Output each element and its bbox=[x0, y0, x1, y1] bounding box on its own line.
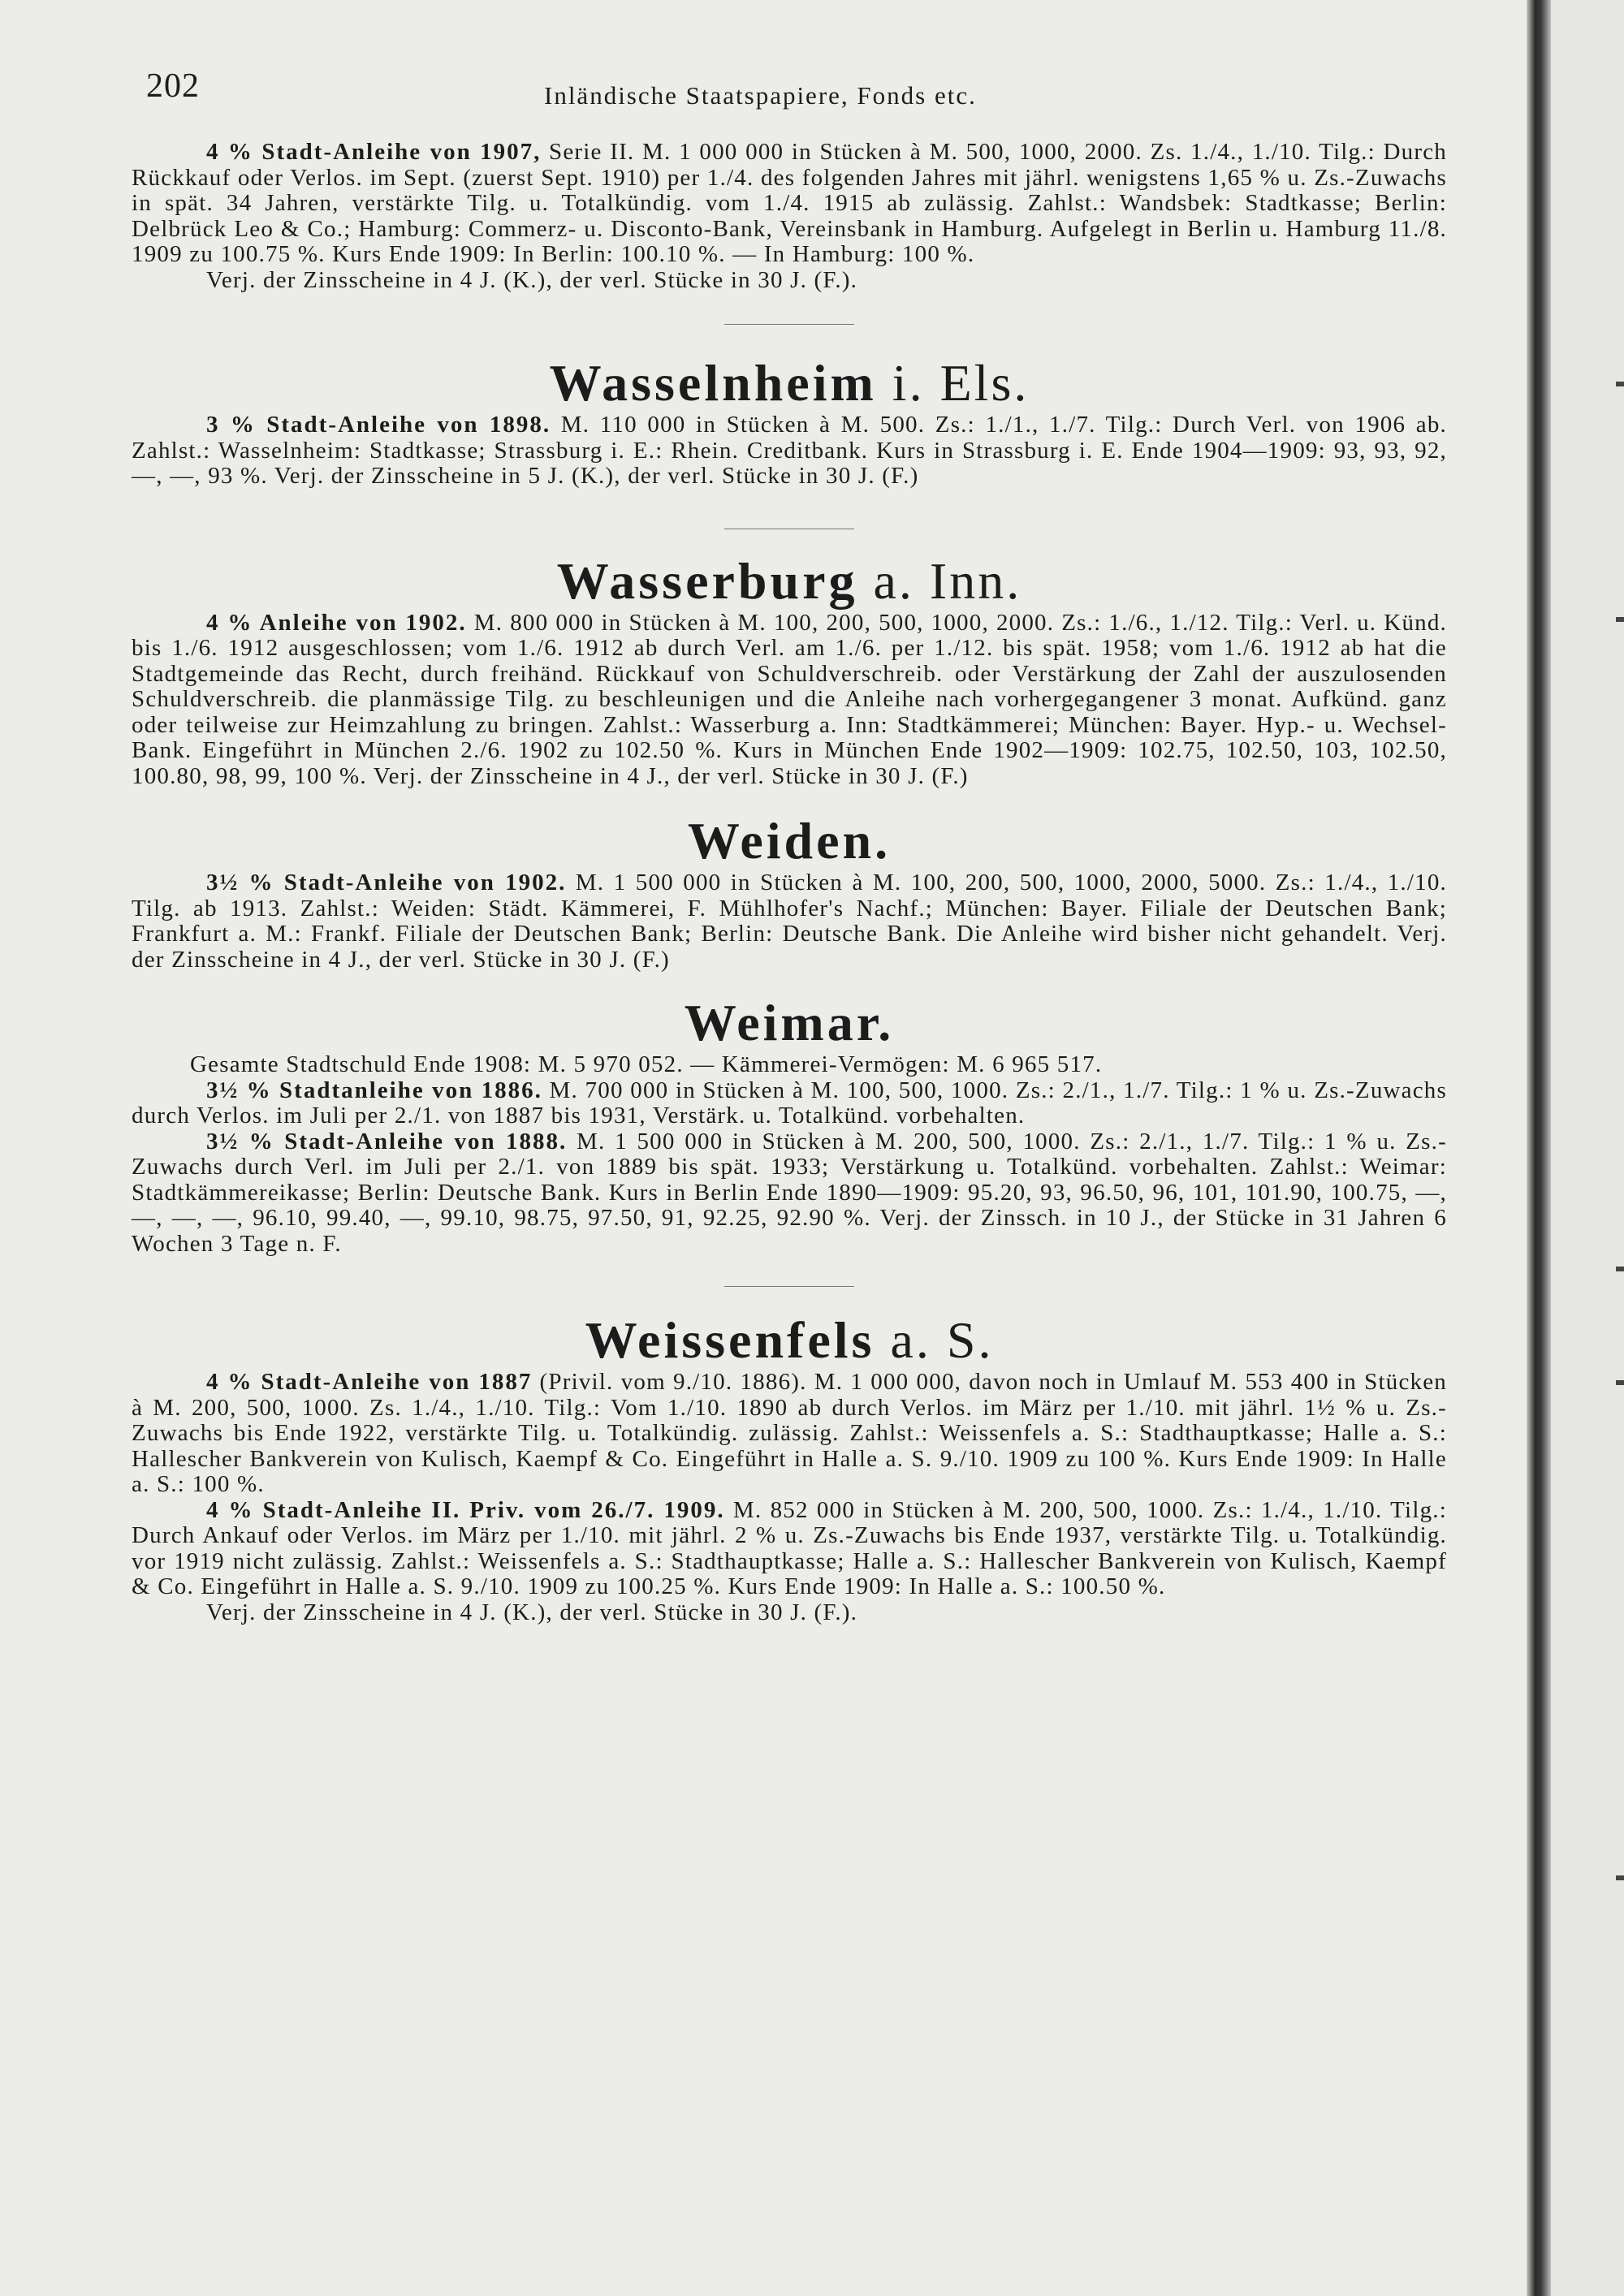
loan-paragraph bbox=[132, 412, 1447, 490]
entry-weiden bbox=[132, 812, 1447, 973]
section-title bbox=[132, 1311, 1447, 1370]
loan-lead: 3 % Stadt-Anleihe von 1898. bbox=[206, 412, 551, 438]
section-title bbox=[132, 994, 1447, 1052]
adjacent-page-mark bbox=[1616, 617, 1624, 622]
adjacent-page-mark bbox=[1616, 382, 1624, 386]
entry-prev-continuation bbox=[132, 140, 1447, 325]
place-name: Wasselnheim bbox=[549, 354, 877, 412]
verjaehrung-note: Verj. der Zinsscheine in 4 J. (K.), der verl. Stücke in 30 J. (F.). bbox=[206, 266, 858, 293]
loan-text: Serie II. M. 1 000 000 in Stücken à M. 500, 1000, 2000. Zs. 1./4., 1./10. Tilg.: Durch Rückkauf oder Verlos. im Sept. (zuerst Sept. 1910) per 1./4. des folgenden Jahres mit jährl. wenigstens 1,65 % u. Zs.-Zuwachs in spät. 34 Jahren, verstärkte Tilg. u. Totalkündig. vom 1./4. 1915 ab zulässig. Zahlst.: Wandsbek: Stadtkasse; Berlin: Delbrück Leo & Co.; Hamburg: Commerz- u. Disconto-Bank, Vereinsbank in Hamburg. Aufgelegt in Berlin u. Hamburg 11./8. 1909 zu 100.75 %. Kurs Ende 1909: In Berlin: 100.10 %. — In Hamburg: 100 %. bbox=[132, 139, 1447, 267]
running-title: Inländische Staatspapiere, Fonds etc. bbox=[544, 81, 977, 110]
loan-lead: 4 % Stadt-Anleihe II. Priv. vom 26./7. 1909. bbox=[206, 1496, 725, 1523]
loan-lead: 4 % Anleihe von 1902. bbox=[206, 609, 467, 636]
loan-lead: 3½ % Stadt-Anleihe von 1888. bbox=[206, 1128, 568, 1154]
loan-text: M. 1 500 000 in Stücken à M. 100, 200, 500, 1000, 2000, 5000. Zs.: 1./4., 1./10. Tilg. ab 1913. Zahlst.: Weiden: Städt. Kämmerei, F. Mühlhofer's Nachf.; München: Bayer. Filiale der Deutschen Bank; Frankfurt a. M.: Frankf. Filiale der Deutschen Bank; Berlin: Deutsche Bank. Die Anleihe wird bisher nicht gehandelt. Verj. der Zinsscheine in 4 J., der verl. Stücke in 30 J. (F.) bbox=[132, 870, 1447, 973]
loan-paragraph bbox=[132, 1078, 1447, 1129]
book-gutter bbox=[1527, 0, 1551, 2296]
loan-paragraph bbox=[132, 1498, 1447, 1600]
section-divider bbox=[724, 1286, 854, 1287]
loan-paragraph bbox=[132, 611, 1447, 790]
place-suffix: a. S. bbox=[875, 1311, 994, 1369]
place-name: Weiden. bbox=[687, 812, 892, 870]
loan-paragraph bbox=[132, 140, 1447, 268]
loan-text: M. 800 000 in Stücken à M. 100, 200, 500, 1000, 2000. Zs.: 1./6., 1./12. Tilg.: Verl. u. Künd. bis 1./6. 1912 ausgeschlossen; vom 1./6. 1912 ab durch Verl. am 1./6. per 1./12. bis spät. 1958; vom 1./6. 1912 ab hat die Stadtgemeinde das Recht, durch freihänd. Rückkauf von Schuldverschreib. oder Verstärkung der Zahl der auszulosenden Schuldverschreib. die planmässige Tilg. zu beschleunigen und die Anleihe nach vorhergegangener 3 monat. Aufkünd. ganz oder teilweise zur Heimzahlung zu bringen. Zahlst.: Wasserburg a. Inn: Stadtkämmerei; München: Bayer. Hyp.- u. Wechsel-Bank. Eingeführt in München 2./6. 1902 zu 102.50 %. Kurs in München Ende 1902—1909: 102.75, 102.50, 103, 102.50, 100.80, 98, 99, 100 %. Verj. der Zinsscheine in 4 J., der verl. Stücke in 30 J. (F.) bbox=[132, 609, 1447, 789]
loan-text: M. 1 500 000 in Stücken à M. 200, 500, 1000. Zs.: 2./1., 1./7. Tilg.: 1 % u. Zs.-Zuwachs durch Verl. im Juli per 2./1. von 1889 bis spät. 1933; Verstärkung u. Totalkünd. vorbehalten. Zahlst.: Weimar: Stadtkämmereikasse; Berlin: Deutsche Bank. Kurs in Berlin Ende 1890—1909: 95.20, 93, 96.50, 96, 101, 101.90, 100.75, —, —, —, —, 96.10, 99.40, —, 99.10, 98.75, 97.50, 91, 92.25, 92.90 %. Verj. der Zinssch. in 10 J., der Stücke in 31 Jahren 6 Wochen 3 Tage n. F. bbox=[132, 1128, 1447, 1257]
loan-text: M. 110 000 in Stücken à M. 500. Zs.: 1./1., 1./7. Tilg.: Durch Verl. von 1906 ab. Zahlst.: Wasselnheim: Stadtkasse; Strassburg i. E.: Rhein. Creditbank. Kurs in Strassburg i. E. Ende 1904—1909: 93, 93, 92, —, —, 93 %. Verj. der Zinsscheine in 5 J. (K.), der verl. Stücke in 30 J. (F.) bbox=[132, 412, 1448, 489]
adjacent-page-mark bbox=[1616, 1380, 1624, 1385]
page-content bbox=[132, 140, 1447, 1625]
loan-lead: 3½ % Stadt-Anleihe von 1902. bbox=[206, 870, 567, 896]
entry-wasselnheim bbox=[132, 354, 1447, 529]
debt-summary: Gesamte Stadtschuld Ende 1908: M. 5 970 052. — Kämmerei-Vermögen: M. 6 965 517. bbox=[190, 1051, 1103, 1077]
entry-weimar bbox=[132, 994, 1447, 1287]
loan-paragraph bbox=[132, 1129, 1447, 1258]
page-number: 202 bbox=[146, 67, 200, 105]
loan-lead: 3½ % Stadtanleihe von 1886. bbox=[206, 1077, 542, 1103]
section-title bbox=[132, 812, 1447, 870]
loan-text: (Privil. vom 9./10. 1886). M. 1 000 000, davon noch in Umlauf M. 553 400 in Stücken à M. 200, 500, 1000. Zs. 1./4., 1./10. Tilg.: Vom 1./10. 1890 ab durch Verlos. im März per 1./10. mit jährl. 1½ % u. Zs.-Zuwachs bis Ende 1922, verstärkte Tilg. u. Totalkündig. zulässig. Zahlst.: Weissenfels a. S.: Stadthauptkasse; Halle a. S.: Hallescher Bankverein von Kulisch, Kaempf & Co. Eingeführt in Halle a. S. 9./10. 1909 zu 100 %. Kurs Ende 1909: In Halle a. S.: 100 %. bbox=[132, 1369, 1447, 1497]
section-divider bbox=[724, 324, 854, 325]
loan-text: M. 852 000 in Stücken à M. 200, 500, 1000. Zs.: 1./4., 1./10. Tilg.: Durch Ankauf oder Verlos. im März per 1./10. mit jährl. 2 % u. Zs.-Zuwachs bis Ende 1937, verstärkte Tilg. u. Totalkündig. vor 1919 nicht zulässig. Zahlst.: Weissenfels a. S.: Stadthauptkasse; Halle a. S.: Hallescher Bankverein von Kulisch, Kaempf & Co. Eingeführt in Halle a. S. 9./10. 1909 zu 100.25 %. Kurs Ende 1909: In Halle a. S.: 100.50 %. bbox=[132, 1496, 1447, 1599]
place-name: Weimar. bbox=[684, 994, 895, 1051]
loan-lead: 4 % Stadt-Anleihe von 1887 bbox=[206, 1369, 533, 1395]
page-header bbox=[146, 67, 1445, 115]
section-title bbox=[132, 552, 1447, 611]
entry-weissenfels bbox=[132, 1311, 1447, 1625]
section-title bbox=[132, 354, 1447, 412]
adjacent-page-mark bbox=[1616, 1267, 1624, 1271]
verjaehrung-note: Verj. der Zinsscheine in 4 J. (K.), der verl. Stücke in 30 J. (F.). bbox=[206, 1599, 858, 1625]
place-suffix: a. Inn. bbox=[857, 551, 1022, 610]
loan-paragraph bbox=[132, 870, 1447, 973]
loan-text: M. 700 000 in Stücken à M. 100, 500, 1000. Zs.: 2./1., 1./7. Tilg.: 1 % u. Zs.-Zuwachs durch Verlos. im Juli per 2./1. von 1887 bis 1931, Verstärk. u. Totalkünd. vorbehalten. bbox=[132, 1077, 1447, 1129]
place-name: Weissenfels bbox=[585, 1311, 875, 1369]
place-suffix: i. Els. bbox=[876, 354, 1030, 412]
place-name: Wasserburg bbox=[556, 551, 858, 610]
adjacent-page-edge bbox=[1551, 0, 1624, 2296]
loan-paragraph bbox=[132, 1370, 1447, 1498]
entry-wasserburg bbox=[132, 552, 1447, 790]
loan-lead: 4 % Stadt-Anleihe von 1907, bbox=[206, 139, 542, 165]
adjacent-page-mark bbox=[1616, 1875, 1624, 1880]
